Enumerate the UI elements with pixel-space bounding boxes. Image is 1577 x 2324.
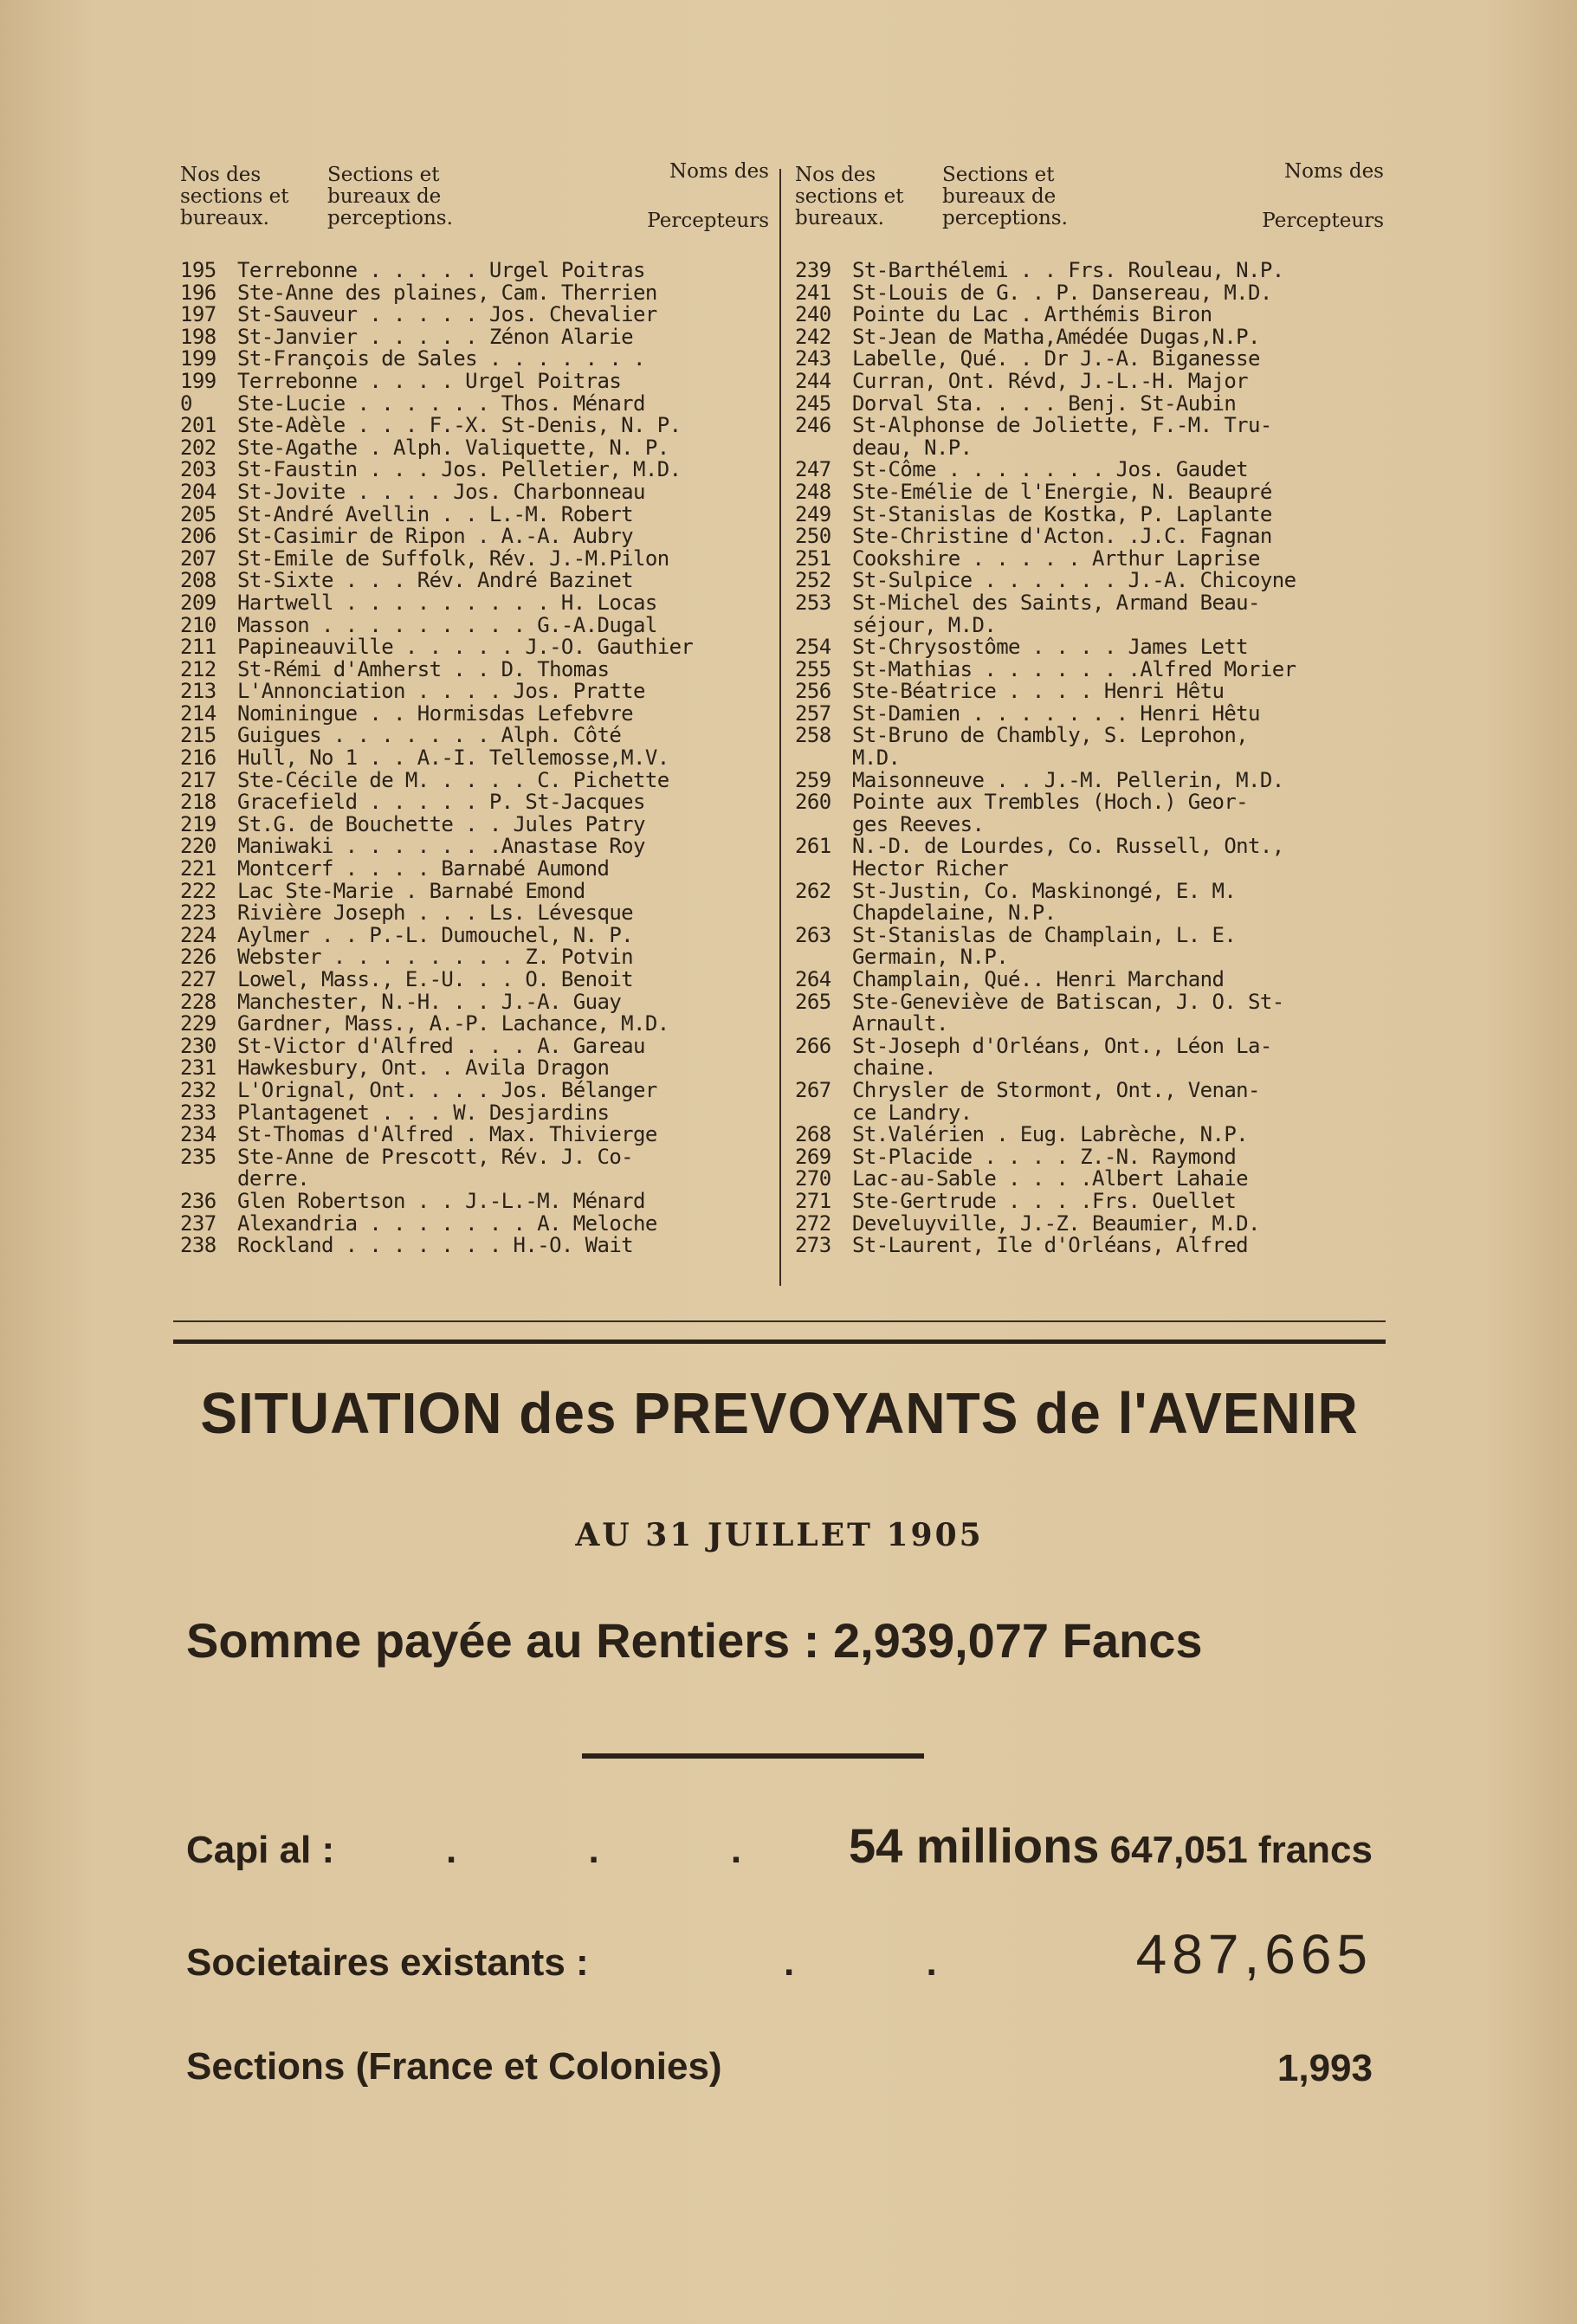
section-number: 247: [795, 457, 831, 482]
section-number: 255: [795, 656, 831, 681]
societaires-label: Societaires existants :: [186, 1941, 589, 1984]
table-row: [180, 592, 769, 615]
section-entry: St-Stanislas de Champlain, L. E.: [852, 924, 1237, 947]
table-row: [795, 1033, 1384, 1058]
column-header: [180, 156, 769, 260]
table-row: [180, 1057, 769, 1080]
section-number: 270: [795, 1166, 831, 1191]
section-entry: Plantagenet . . . W. Desjardins: [237, 1101, 610, 1125]
section-entry: Lac Ste-Marie . Barnabé Emond: [237, 880, 585, 903]
section-number: 243: [795, 346, 831, 371]
situation-date: AU 31 JUILLET 1905: [575, 1517, 984, 1553]
section-entry-continued: M.D.: [852, 746, 901, 771]
section-number: 259: [795, 767, 831, 792]
section-entry: Gardner, Mass., A.-P. Lachance, M.D.: [237, 1013, 669, 1036]
section-number: 240: [795, 302, 831, 327]
section-number: 199: [180, 346, 217, 371]
section-entry-continued: Arnault.: [852, 1011, 948, 1036]
section-entry: Pointe aux Trembles (Hoch.) Geor-: [852, 791, 1249, 814]
societaires-value: 487,665: [1135, 1923, 1373, 1985]
table-row: [795, 326, 1384, 349]
right-rows: [795, 260, 1384, 1257]
header-percepteurs: Percepteurs: [1262, 210, 1384, 232]
section-entry: St.Valérien . Eug. Labrèche, N.P.: [852, 1124, 1249, 1146]
section-entry: Rockland . . . . . . . H.-O. Wait: [237, 1235, 634, 1257]
section-entry: Maisonneuve . . J.-M. Pellerin, M.D.: [852, 769, 1284, 792]
section-entry: L'Annonciation . . . . Jos. Pratte: [237, 681, 645, 703]
table-row: [180, 636, 769, 659]
section-entry-continued: Chapdelaine, N.P.: [852, 901, 1057, 926]
section-entry: St-Michel des Saints, Armand Beau-: [852, 591, 1260, 615]
section-number: 214: [180, 700, 217, 726]
section-entry: St-Justin, Co. Maskinongé, E. M.: [852, 880, 1237, 903]
table-row: [180, 991, 769, 1014]
section-entry: Masson . . . . . . . . . G.-A.Dugal: [237, 614, 657, 637]
section-entry: St-Casimir de Ripon . A.-A. Aubry: [237, 526, 634, 548]
table-row: [795, 545, 1384, 571]
section-number: 269: [795, 1144, 831, 1169]
section-number: 215: [180, 723, 217, 748]
section-entry: Ste-Béatrice . . . . Henri Hêtu: [852, 681, 1225, 703]
section-number: 251: [795, 545, 831, 571]
section-entry: Gracefield . . . . . P. St-Jacques: [237, 791, 645, 814]
section-number: 197: [180, 302, 217, 327]
table-row: [180, 570, 769, 592]
section-entry: L'Orignal, Ont. . . . Jos. Bélanger: [237, 1079, 657, 1102]
table-row: [795, 878, 1384, 903]
section-number: 219: [180, 811, 217, 836]
section-entry: St-Côme . . . . . . . Jos. Gaudet: [852, 459, 1249, 481]
section-entry: St-Thomas d'Alfred . Max. Thivierge: [237, 1124, 657, 1146]
section-entry: Ste-Gertrude . . . .Frs. Ouellet: [852, 1190, 1237, 1213]
column-divider: [779, 169, 781, 1286]
table-row: [180, 612, 769, 637]
section-entry: Ste-Cécile de M. . . . . C. Pichette: [237, 769, 669, 792]
table-row: [180, 858, 769, 881]
section-number: 236: [180, 1188, 217, 1213]
section-number: 227: [180, 967, 217, 991]
table-row: [795, 1077, 1384, 1102]
section-entry: St-Alphonse de Joliette, F.-M. Tru-: [852, 415, 1272, 437]
section-entry: Guigues . . . . . . . Alph. Côté: [237, 725, 622, 748]
section-entry: Ste-Lucie . . . . . . Thos. Ménard: [237, 392, 645, 416]
section-entry: St-Mathias . . . . . . .Alfred Morier: [852, 658, 1296, 681]
section-entry: Labelle, Qué. . Dr J.-A. Biganesse: [852, 348, 1260, 371]
right-column: [795, 156, 1384, 1257]
section-entry-continued: derre.: [237, 1166, 310, 1191]
section-number: 203: [180, 457, 217, 482]
section-entry: Ste-Anne de Prescott, Rév. J. Co-: [237, 1146, 634, 1169]
section-number: 231: [180, 1055, 217, 1081]
section-number: 266: [795, 1033, 831, 1058]
section-entry: Champlain, Qué.. Henri Marchand: [852, 969, 1225, 991]
section-entry: Ste-Geneviève de Batiscan, J. O. St-: [852, 991, 1284, 1014]
section-entry: St-Damien . . . . . . . Henri Hêtu: [852, 702, 1260, 726]
table-row: [795, 1235, 1384, 1257]
section-entry: Dorval Sta. . . . Benj. St-Aubin: [852, 392, 1237, 416]
table-row: [180, 415, 769, 437]
capital-millions: 54 millions: [849, 1818, 1100, 1873]
table-row: [795, 368, 1384, 393]
table-row: [795, 1210, 1384, 1236]
table-row: [795, 415, 1384, 437]
section-entry: Manchester, N.-H. . . J.-A. Guay: [237, 991, 622, 1014]
section-number: 204: [180, 479, 217, 504]
table-row: [795, 767, 1384, 792]
table-row: [180, 545, 769, 571]
section-number: 201: [180, 413, 217, 438]
section-entry: St-Chrysostôme . . . . James Lett: [852, 636, 1249, 659]
table-row: [180, 501, 769, 526]
section-number: 211: [180, 635, 217, 660]
column-header: [795, 156, 1384, 260]
section-number: 220: [180, 834, 217, 859]
section-number: 256: [795, 679, 831, 704]
table-row: [180, 1235, 769, 1257]
left-column: [180, 156, 769, 1257]
table-row: [795, 1146, 1384, 1169]
section-entry-continued: ce Landry.: [852, 1100, 973, 1125]
section-entry: St-Placide . . . . Z.-N. Raymond: [852, 1146, 1237, 1169]
section-entry: St-Faustin . . . Jos. Pelletier, M.D.: [237, 459, 682, 481]
section-number: 253: [795, 590, 831, 615]
section-number: 234: [180, 1122, 217, 1147]
short-divider: [582, 1753, 924, 1759]
section-entry: Rivière Joseph . . . Ls. Lévesque: [237, 902, 634, 925]
section-entry: Nominingue . . Hormisdas Lefebvre: [237, 702, 634, 726]
capital-line: [186, 1818, 1373, 1879]
section-number: 216: [180, 746, 217, 771]
section-number: 223: [180, 901, 217, 926]
section-number: 260: [795, 790, 831, 815]
section-entry: Glen Robertson . . J.-L.-M. Ménard: [237, 1190, 645, 1213]
section-number: 245: [795, 391, 831, 416]
capital-label: Capi al :: [186, 1829, 335, 1871]
section-entry: N.-D. de Lourdes, Co. Russell, Ont.,: [852, 836, 1284, 859]
section-entry-continued: Hector Richer: [852, 856, 1009, 881]
table-row: [795, 636, 1384, 659]
table-row: [180, 393, 769, 416]
section-number: 199: [180, 368, 217, 393]
header-noms: Noms des: [669, 160, 769, 183]
table-row: [180, 481, 769, 504]
capital-dots: . . .: [446, 1829, 803, 1871]
section-number: 264: [795, 967, 831, 991]
section-number: 263: [795, 922, 831, 947]
section-number: 246: [795, 413, 831, 438]
table-row: [795, 393, 1384, 416]
table-row: [180, 304, 769, 326]
table-row: [795, 969, 1384, 991]
section-entry-continued: séjour, M.D.: [852, 612, 997, 637]
section-number: 271: [795, 1188, 831, 1213]
section-entry: Cookshire . . . . . Arthur Laprise: [852, 547, 1260, 571]
section-entry: Terrebonne . . . . Urgel Poitras: [237, 370, 622, 393]
section-number: 241: [795, 280, 831, 305]
section-number: 205: [180, 501, 217, 526]
table-row: [795, 656, 1384, 681]
divider-thick: [173, 1340, 1386, 1344]
header-numbers: Nos des sections et bureaux.: [795, 164, 904, 229]
societaires-dots: . .: [784, 1941, 998, 1984]
section-entry: St-Sauveur . . . . . Jos. Chevalier: [237, 304, 657, 326]
table-row: [180, 747, 769, 770]
table-row: [795, 836, 1384, 858]
table-row: [180, 326, 769, 349]
section-entry-continued: deau, N.P.: [852, 435, 973, 460]
table-row: [180, 368, 769, 393]
section-number: 230: [180, 1033, 217, 1058]
sections-label: Sections (France et Colonies): [186, 2045, 722, 2088]
section-entry-continued: Germain, N.P.: [852, 945, 1009, 970]
table-row: [180, 878, 769, 903]
section-number: 254: [795, 635, 831, 660]
section-number: 273: [795, 1233, 831, 1258]
section-number: 213: [180, 679, 217, 704]
section-entry-continued: ges Reeves.: [852, 811, 985, 836]
section-number: 244: [795, 368, 831, 393]
table-row: [795, 481, 1384, 504]
section-number: 235: [180, 1144, 217, 1169]
section-entry: St-Victor d'Alfred . . . A. Gareau: [237, 1035, 645, 1058]
section-entry: Terrebonne . . . . . Urgel Poitras: [237, 260, 645, 282]
section-entry: Ste-Adèle . . . F.-X. St-Denis, N. P.: [237, 415, 682, 437]
table-row: [180, 836, 769, 858]
header-noms: Noms des: [1283, 160, 1384, 183]
table-row: [795, 282, 1384, 305]
table-row: [180, 1124, 769, 1146]
section-number: 224: [180, 922, 217, 947]
section-entry: St-Bruno de Chambly, S. Leprohon,: [852, 725, 1249, 748]
section-number: 242: [795, 324, 831, 349]
table-row: [795, 725, 1384, 747]
table-row: [180, 1033, 769, 1058]
table-row: [180, 1146, 769, 1169]
section-number: 267: [795, 1077, 831, 1102]
section-entry: St-Laurent, Ile d'Orléans, Alfred: [852, 1235, 1249, 1257]
section-number: 228: [180, 989, 217, 1014]
section-number: 232: [180, 1077, 217, 1102]
societaires-line: [186, 1923, 1373, 1992]
table-row: [180, 526, 769, 548]
table-row: [180, 725, 769, 747]
section-number: 221: [180, 856, 217, 881]
section-number: 252: [795, 568, 831, 593]
section-number: 262: [795, 878, 831, 903]
section-entry: St-Jean de Matha,Amédée Dugas,N.P.: [852, 326, 1260, 349]
header-sections: Sections et bureaux de perceptions.: [942, 164, 1068, 229]
table-row: [180, 922, 769, 947]
section-entry-continued: chaine.: [852, 1055, 936, 1081]
section-entry: St-Barthélemi . . Frs. Rouleau, N.P.: [852, 260, 1284, 282]
section-entry: Ste-Emélie de l'Energie, N. Beaupré: [852, 481, 1272, 504]
section-number: 272: [795, 1210, 831, 1236]
table-row: [795, 570, 1384, 592]
section-entry: Curran, Ont. Révd, J.-L.-H. Major: [852, 370, 1249, 393]
section-number: 226: [180, 945, 217, 970]
section-entry: Pointe du Lac . Arthémis Biron: [852, 304, 1212, 326]
table-row: [180, 437, 769, 460]
table-row: [795, 1168, 1384, 1191]
section-number: 0: [180, 391, 192, 416]
section-entry: Hull, No 1 . . A.-I. Tellemosse,M.V.: [237, 747, 669, 770]
section-number: 250: [795, 524, 831, 549]
section-number: 237: [180, 1210, 217, 1236]
section-number: 257: [795, 700, 831, 726]
section-entry: Alexandria . . . . . . . A. Meloche: [237, 1212, 657, 1236]
header-numbers: Nos des sections et bureaux.: [180, 164, 289, 229]
table-row: [795, 592, 1384, 615]
percepteurs-table: [173, 156, 1386, 1281]
table-row: [795, 791, 1384, 814]
table-row: [180, 348, 769, 371]
capital-rest: 647,051 francs: [1099, 1829, 1373, 1871]
table-row: [180, 681, 769, 703]
section-entry: St-Sixte . . . Rév. André Bazinet: [237, 570, 634, 592]
section-number: 238: [180, 1233, 217, 1258]
section-entry: Ste-Agathe . Alph. Valiquette, N. P.: [237, 436, 669, 460]
table-row: [180, 282, 769, 305]
section-entry: St-Sulpice . . . . . . J.-A. Chicoyne: [852, 570, 1296, 592]
table-row: [180, 260, 769, 282]
table-row: [795, 501, 1384, 526]
section-number: 218: [180, 790, 217, 815]
section-number: 206: [180, 524, 217, 549]
section-number: 196: [180, 280, 217, 305]
section-number: 195: [180, 258, 217, 282]
table-row: [795, 681, 1384, 703]
section-entry: Papineauville . . . . . J.-O. Gauthier: [237, 636, 694, 659]
table-row: [180, 902, 769, 925]
somme-payee: Somme payée au Rentiers : 2,939,077 Fancs: [186, 1613, 1203, 1668]
section-entry: St-Janvier . . . . . Zénon Alarie: [237, 326, 634, 349]
sections-line: [186, 2035, 1373, 2095]
situation-title: SITUATION des PREVOYANTS de l'AVENIR: [200, 1380, 1359, 1446]
sections-value: 1,993: [1276, 2047, 1373, 2089]
table-row: [795, 459, 1384, 481]
table-row: [795, 922, 1384, 947]
section-number: 217: [180, 767, 217, 792]
section-entry: Aylmer . . P.-L. Dumouchel, N. P.: [237, 924, 634, 947]
section-entry: St-François de Sales . . . . . . .: [237, 348, 645, 371]
section-entry: Ste-Christine d'Acton. .J.C. Fagnan: [852, 526, 1272, 548]
table-row: [795, 304, 1384, 326]
section-entry: Lac-au-Sable . . . .Albert Lahaie: [852, 1168, 1249, 1191]
section-entry: St.G. de Bouchette . . Jules Patry: [237, 813, 645, 836]
section-number: 233: [180, 1100, 217, 1125]
section-entry: Montcerf . . . . Barnabé Aumond: [237, 858, 610, 881]
table-row: [795, 260, 1384, 282]
table-row: [180, 1210, 769, 1236]
table-row: [180, 656, 769, 681]
section-entry: St-Louis de G. . P. Dansereau, M.D.: [852, 281, 1272, 305]
section-entry: Ste-Anne des plaines, Cam. Therrien: [237, 281, 657, 305]
table-row: [180, 1077, 769, 1102]
section-number: 249: [795, 501, 831, 526]
section-entry: Webster . . . . . . . . Z. Potvin: [237, 946, 634, 969]
section-number: 222: [180, 878, 217, 903]
section-number: 268: [795, 1122, 831, 1147]
section-number: 207: [180, 545, 217, 571]
table-row: [795, 348, 1384, 371]
section-entry: Hawkesbury, Ont. . Avila Dragon: [237, 1057, 610, 1080]
section-entry: St-Jovite . . . . Jos. Charbonneau: [237, 481, 645, 504]
table-row: [180, 1188, 769, 1213]
table-row: [180, 1013, 769, 1036]
table-row: [180, 459, 769, 481]
section-number: 210: [180, 612, 217, 637]
section-number: 239: [795, 258, 831, 282]
table-row: [180, 811, 769, 836]
table-row: [180, 1102, 769, 1125]
table-row: [180, 969, 769, 991]
table-row: [795, 700, 1384, 726]
table-row: [795, 1188, 1384, 1213]
section-number: 202: [180, 435, 217, 460]
capital-value: [849, 1817, 1373, 1874]
table-row: [180, 946, 769, 969]
section-entry: Hartwell . . . . . . . . . H. Locas: [237, 591, 657, 615]
section-entry: St-André Avellin . . L.-M. Robert: [237, 503, 634, 526]
section-entry: St-Stanislas de Kostka, P. Laplante: [852, 503, 1272, 526]
section-number: 212: [180, 656, 217, 681]
section-entry: St-Emile de Suffolk, Rév. J.-M.Pilon: [237, 547, 669, 571]
section-entry: Chrysler de Stormont, Ont., Venan-: [852, 1079, 1260, 1102]
table-row: [180, 791, 769, 814]
table-row: [795, 1124, 1384, 1146]
section-number: 229: [180, 1011, 217, 1036]
left-rows: [180, 260, 769, 1257]
section-number: 265: [795, 989, 831, 1014]
section-entry: St-Joseph d'Orléans, Ont., Léon La-: [852, 1035, 1272, 1058]
section-number: 248: [795, 479, 831, 504]
section-number: 208: [180, 568, 217, 593]
divider-thin: [173, 1320, 1386, 1322]
section-entry: Lowel, Mass., E.-U. . . O. Benoit: [237, 969, 634, 991]
section-entry: Develuyville, J.-Z. Beaumier, M.D.: [852, 1212, 1260, 1236]
section-number: 258: [795, 723, 831, 748]
section-entry: Maniwaki . . . . . . .Anastase Roy: [237, 836, 645, 859]
table-row: [180, 700, 769, 726]
section-number: 198: [180, 324, 217, 349]
header-percepteurs: Percepteurs: [647, 210, 769, 232]
section-number: 209: [180, 590, 217, 615]
table-row: [180, 767, 769, 792]
section-entry: St-Rémi d'Amherst . . D. Thomas: [237, 658, 610, 681]
table-row: [795, 991, 1384, 1014]
header-sections: Sections et bureaux de perceptions.: [327, 164, 453, 229]
table-row: [795, 526, 1384, 548]
section-number: 261: [795, 834, 831, 859]
